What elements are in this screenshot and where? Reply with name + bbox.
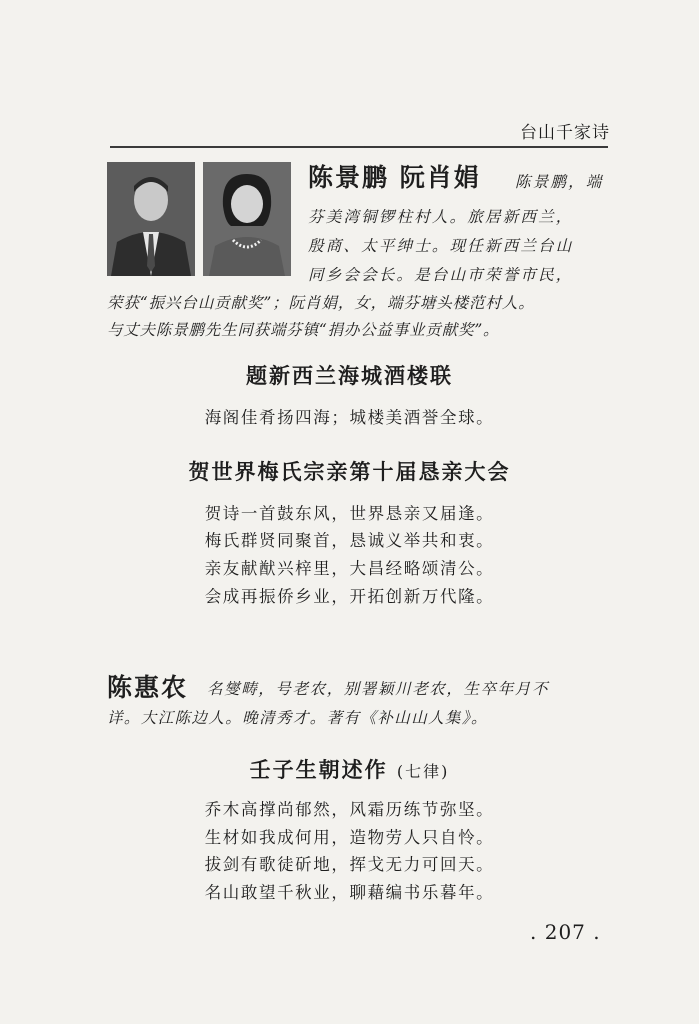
bio-line: 陈景鹏，端: [515, 173, 604, 191]
running-header: 台山千家诗: [520, 123, 610, 143]
person-name-heading: 陈惠农: [107, 673, 189, 702]
bio-line: 同乡会会长。是台山市荣誉市民，: [308, 266, 574, 284]
poem-line: 会成再振侨乡业，开拓创新万代隆。: [204, 587, 495, 606]
poem-line: 海阁佳肴扬四海；城楼美酒誉全球。: [204, 408, 495, 427]
poem-line: 梅氏群贤同聚首，恳诚义举共和衷。: [204, 531, 495, 550]
bio-line: 荣获“振兴台山贡献奖”；阮肖娟，女，端芬塘头楼范村人。: [107, 294, 535, 312]
portrait-photo-man: [107, 162, 195, 276]
bio-line: 详。大江陈边人。晚清秀才。著有《补山山人集》。: [107, 709, 488, 727]
poem-line: 名山敢望千秋业，聊藉编书乐暮年。: [204, 883, 495, 902]
poem-line: 贺诗一首鼓东风，世界恳亲又届逢。: [204, 504, 495, 523]
bio-line: 与丈夫陈景鹏先生同获端芬镇“捐办公益事业贡献奖”。: [107, 321, 500, 339]
bio-line: 芬美湾铜锣柱村人。旅居新西兰，: [308, 208, 574, 226]
poem-line: 拔剑有歌徒斫地，挥戈无力可回天。: [204, 855, 495, 874]
bio-line: 殷商、太平绅士。现任新西兰台山: [308, 237, 574, 255]
header-rule: [110, 146, 608, 148]
poem-line: 亲友献猷兴梓里，大昌经略颂清公。: [204, 559, 495, 578]
page-number: . 207 .: [530, 920, 601, 944]
poem-title: 贺世界梅氏宗亲第十届恳亲大会: [188, 460, 511, 484]
poem-form-note: (七律): [396, 762, 450, 781]
poem-line: 生材如我成何用，造物劳人只自怜。: [204, 828, 495, 847]
portrait-photo-woman: [203, 162, 291, 276]
poem-title-text: 壬子生朝述作: [249, 758, 388, 782]
poem-line: 乔木高撑尚郁然，风霜历练节弥坚。: [204, 800, 495, 819]
poem-title: 题新西兰海城酒楼联: [246, 364, 453, 388]
bio-line: 名燮畴，号老农，别署颖川老农，生卒年月不: [207, 680, 550, 698]
poem-title: [0, 754, 699, 784]
person-names-heading: 陈景鹏 阮肖娟: [308, 163, 481, 192]
